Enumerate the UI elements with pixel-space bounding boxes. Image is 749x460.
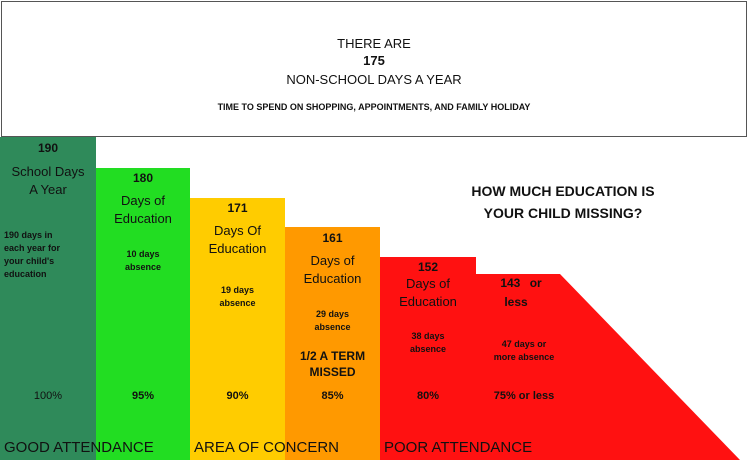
- step-5-percent: 80%: [416, 390, 440, 402]
- step-4-term-missed: [285, 348, 380, 380]
- step-4-detail-line: absence: [314, 322, 351, 332]
- step-2-detail: [96, 248, 190, 274]
- step-5-detail-line: 38 days: [411, 331, 445, 341]
- band-poor-attendance: POOR ATTENDANCE: [384, 439, 533, 456]
- step-2-title: [96, 192, 190, 228]
- question-line-2: YOUR CHILD MISSING?: [483, 205, 643, 221]
- step-1-detail-line: education: [4, 269, 47, 279]
- header-subtitle: NON-SCHOOL DAYS A YEAR: [286, 72, 462, 87]
- step-6-number-value: 143: [500, 276, 521, 290]
- step-4-term-line-1: 1/2 A TERM: [299, 349, 366, 363]
- step-5-number: 152: [417, 260, 439, 274]
- step-4-percent: 85%: [321, 390, 344, 402]
- step-3-title: [190, 222, 285, 258]
- step-5-detail: [380, 330, 476, 356]
- step-6-detail: [476, 338, 572, 364]
- step-6-percent: 75% or less: [493, 390, 555, 402]
- step-3-detail-line: 19 days: [220, 285, 255, 295]
- step-6-title: less: [504, 295, 528, 309]
- step-5-detail-line: absence: [409, 344, 447, 354]
- step-1-title-line-1: School Days: [11, 164, 85, 179]
- band-area-of-concern: AREA OF CONCERN: [194, 439, 340, 456]
- step-3-detail-line: absence: [219, 298, 256, 308]
- step-6-number: [476, 276, 566, 290]
- header-box: [1, 1, 747, 137]
- step-1-title-line-2: A Year: [29, 182, 67, 197]
- step-4-term-line-2: MISSED: [309, 365, 356, 379]
- step-2-title-line-1: Days of: [120, 193, 166, 208]
- step-4-number: 161: [322, 231, 343, 245]
- step-4-detail-line: 29 days: [315, 309, 350, 319]
- step-5-title: [380, 275, 476, 311]
- step-5-title-line-1: Days of: [405, 276, 451, 291]
- step-3-title-line-1: Days Of: [214, 223, 261, 238]
- step-3-title-line-2: Education: [208, 241, 267, 256]
- band-good-attendance: GOOD ATTENDANCE: [4, 439, 154, 456]
- step-1-detail-line: your child's: [4, 256, 55, 266]
- step-6-detail-line: 47 days or: [501, 339, 547, 349]
- header-line: THERE ARE: [337, 36, 411, 51]
- step-2-number: 180: [132, 171, 154, 185]
- step-2-title-line-2: Education: [114, 211, 172, 226]
- step-6-detail-line: more absence: [493, 352, 555, 362]
- step-5-title-line-2: Education: [399, 294, 457, 309]
- step-4-title-line-2: Education: [303, 271, 362, 286]
- step-1-number: 190: [37, 141, 59, 155]
- step-4-detail: [285, 308, 380, 334]
- step-3-percent: 90%: [226, 390, 249, 402]
- step-2-percent: 95%: [131, 390, 155, 402]
- step-1-detail-line: each year for: [4, 243, 61, 253]
- step-2-detail-line: absence: [124, 262, 162, 272]
- step-4-title-line-1: Days of: [310, 253, 355, 268]
- step-1-percent: 100%: [33, 390, 63, 402]
- step-1-detail-line: 190 days in: [4, 230, 53, 240]
- question-line-1: HOW MUCH EDUCATION IS: [471, 183, 655, 199]
- step-4-title: [285, 252, 380, 288]
- step-3-number: 171: [227, 201, 248, 215]
- step-2-detail-line: 10 days: [126, 249, 160, 259]
- header-note: TIME TO SPEND ON SHOPPING, APPOINTMENTS, AND FAMILY HOLIDAY: [217, 102, 531, 112]
- step-1-title: [0, 163, 96, 199]
- header-number: 175: [363, 53, 385, 68]
- question-text: [418, 180, 708, 224]
- step-6-number-suffix: or: [529, 276, 542, 290]
- step-3-detail: [190, 284, 285, 310]
- step-1-detail: [4, 229, 60, 281]
